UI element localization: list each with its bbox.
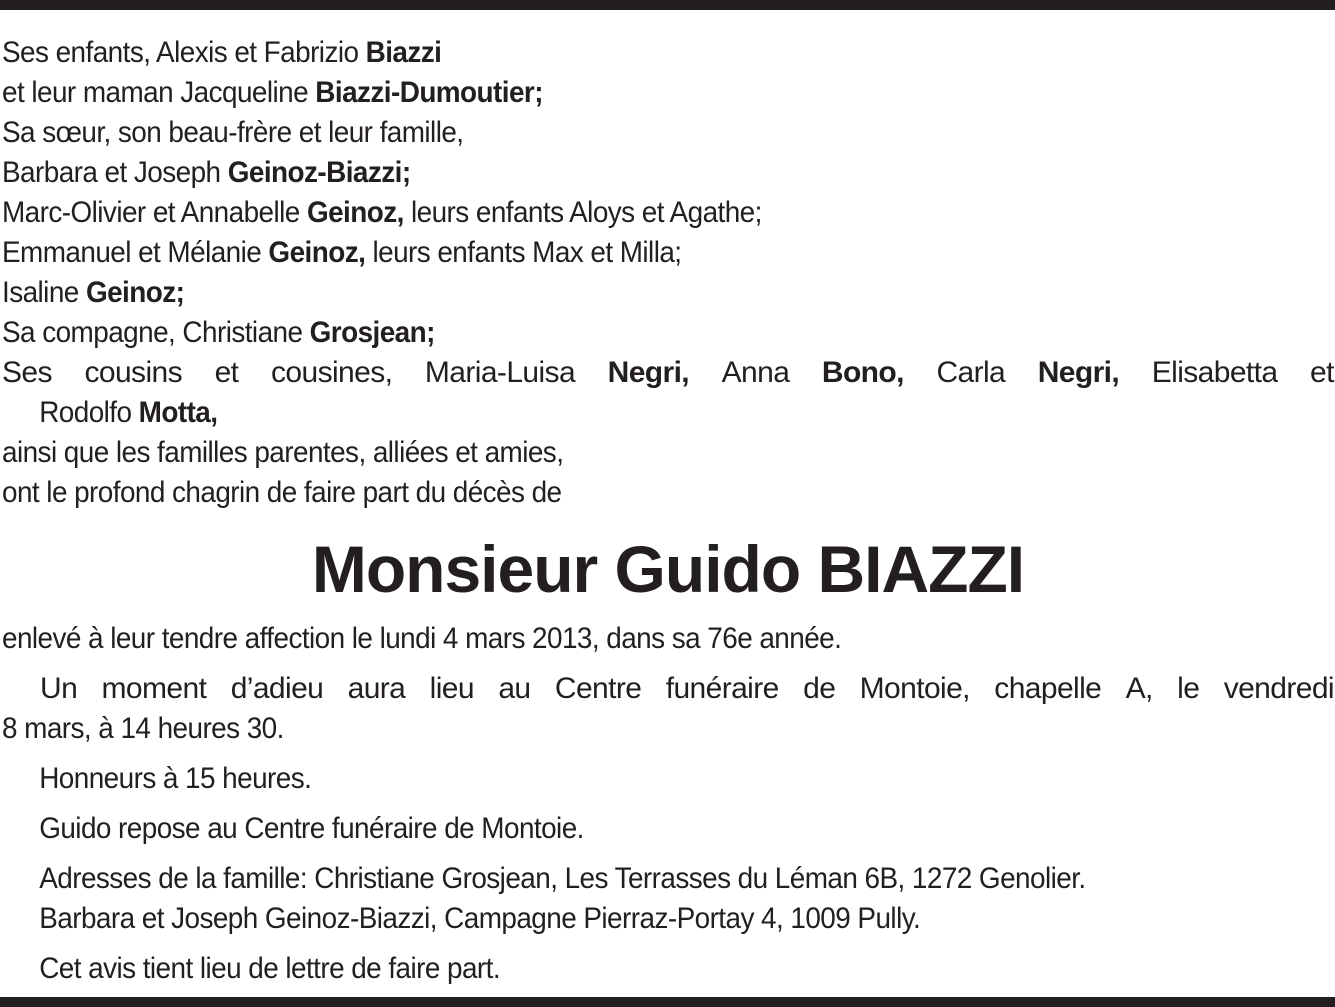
cousins-word: et <box>214 356 239 389</box>
family-surname: Geinoz, <box>268 236 366 269</box>
ceremony-word: d’adieu <box>230 672 324 705</box>
family-line-3 <box>2 113 1241 153</box>
cousins-word: Ses <box>2 356 52 389</box>
family-line-suffix: leurs enfants Aloys et Agathe; <box>403 196 762 229</box>
cousin-surname: Negri, <box>607 356 690 389</box>
family-line-text: Sa sœur, son beau-frère et leur famille, <box>2 116 464 149</box>
family-surname: Geinoz; <box>85 276 185 309</box>
cousins-word: Carla <box>936 356 1006 389</box>
bottom-rule <box>0 997 1335 1007</box>
cousins-word: cousins <box>84 356 183 389</box>
family-line-4 <box>2 153 1241 193</box>
ceremony-word: Un <box>40 672 78 705</box>
cousins-line-2 <box>2 393 1241 433</box>
ceremony-word: Montoie, <box>859 672 970 705</box>
cousins-word: Rodolfo <box>39 396 139 429</box>
ceremony-word: aura <box>347 672 406 705</box>
ceremony-line <box>2 669 1334 709</box>
address-line-1: Adresses de la famille: Christiane Grosjean, Les Terrasses du Léman 6B, 1272 Genolier. <box>39 862 1086 895</box>
family-line-6 <box>2 233 1241 273</box>
deceased-name: Monsieur Guido BIAZZI <box>311 532 1025 606</box>
ceremony-word: chapelle <box>994 672 1102 705</box>
family-line-text: et leur maman Jacqueline <box>2 76 316 109</box>
cousins-word: Anna <box>721 356 790 389</box>
cousin-surname: Negri, <box>1037 356 1120 389</box>
rest-line: Guido repose au Centre funéraire de Montoie. <box>39 812 584 845</box>
ceremony-line-2: 8 mars, à 14 heures 30. <box>2 712 284 745</box>
honours-line: Honneurs à 15 heures. <box>39 762 312 795</box>
ceremony-word: moment <box>101 672 207 705</box>
cousin-surname: Bono, <box>821 356 904 389</box>
ceremony-word: Centre <box>554 672 642 705</box>
family-surname: Geinoz-Biazzi; <box>227 156 411 189</box>
ceremony-word: funéraire <box>665 672 779 705</box>
cousins-line <box>2 353 1334 393</box>
family-surname: Biazzi <box>365 36 442 69</box>
closing-line-1: ainsi que les familles parentes, alliées et amies, <box>2 436 564 469</box>
obituary-notice <box>2 33 1334 989</box>
ceremony-word: lieu <box>429 672 474 705</box>
ceremony-word: A, <box>1125 672 1153 705</box>
ceremony-word: le <box>1177 672 1200 705</box>
ceremony-word: vendredi <box>1223 672 1334 705</box>
ceremony-word: de <box>803 672 836 705</box>
cousins-word: Maria-Luisa <box>424 356 576 389</box>
cousin-surname: Motta, <box>138 396 218 429</box>
family-line-text: Ses enfants, Alexis et Fabrizio <box>2 36 366 69</box>
family-surname: Biazzi-Dumoutier; <box>315 76 543 109</box>
family-line-text: Isaline <box>2 276 86 309</box>
closing-line-2: ont le profond chagrin de faire part du décès de <box>2 476 562 509</box>
cousins-word: et <box>1310 356 1334 389</box>
cousins-word: Elisabetta <box>1151 356 1278 389</box>
family-line-2 <box>2 73 1241 113</box>
family-surname: Geinoz, <box>306 196 404 229</box>
family-line-7 <box>2 273 1241 313</box>
top-rule <box>0 0 1335 10</box>
family-line-1 <box>2 33 1241 73</box>
notice-line: Cet avis tient lieu de lettre de faire part. <box>39 952 501 985</box>
address-line-2: Barbara et Joseph Geinoz-Biazzi, Campagne Pierraz-Portay 4, 1009 Pully. <box>39 902 921 935</box>
family-line-text: Sa compagne, Christiane <box>2 316 310 349</box>
passing-details: enlevé à leur tendre affection le lundi 4 mars 2013, dans sa 76e année. <box>2 622 842 655</box>
family-line-5 <box>2 193 1241 233</box>
family-line-8 <box>2 313 1241 353</box>
family-line-text: Emmanuel et Mélanie <box>2 236 269 269</box>
family-line-suffix: leurs enfants Max et Milla; <box>365 236 682 269</box>
cousins-word: cousines, <box>271 356 393 389</box>
family-line-text: Barbara et Joseph <box>2 156 228 189</box>
family-line-text: Marc-Olivier et Annabelle <box>2 196 307 229</box>
family-surname: Grosjean; <box>309 316 435 349</box>
ceremony-word: au <box>498 672 531 705</box>
